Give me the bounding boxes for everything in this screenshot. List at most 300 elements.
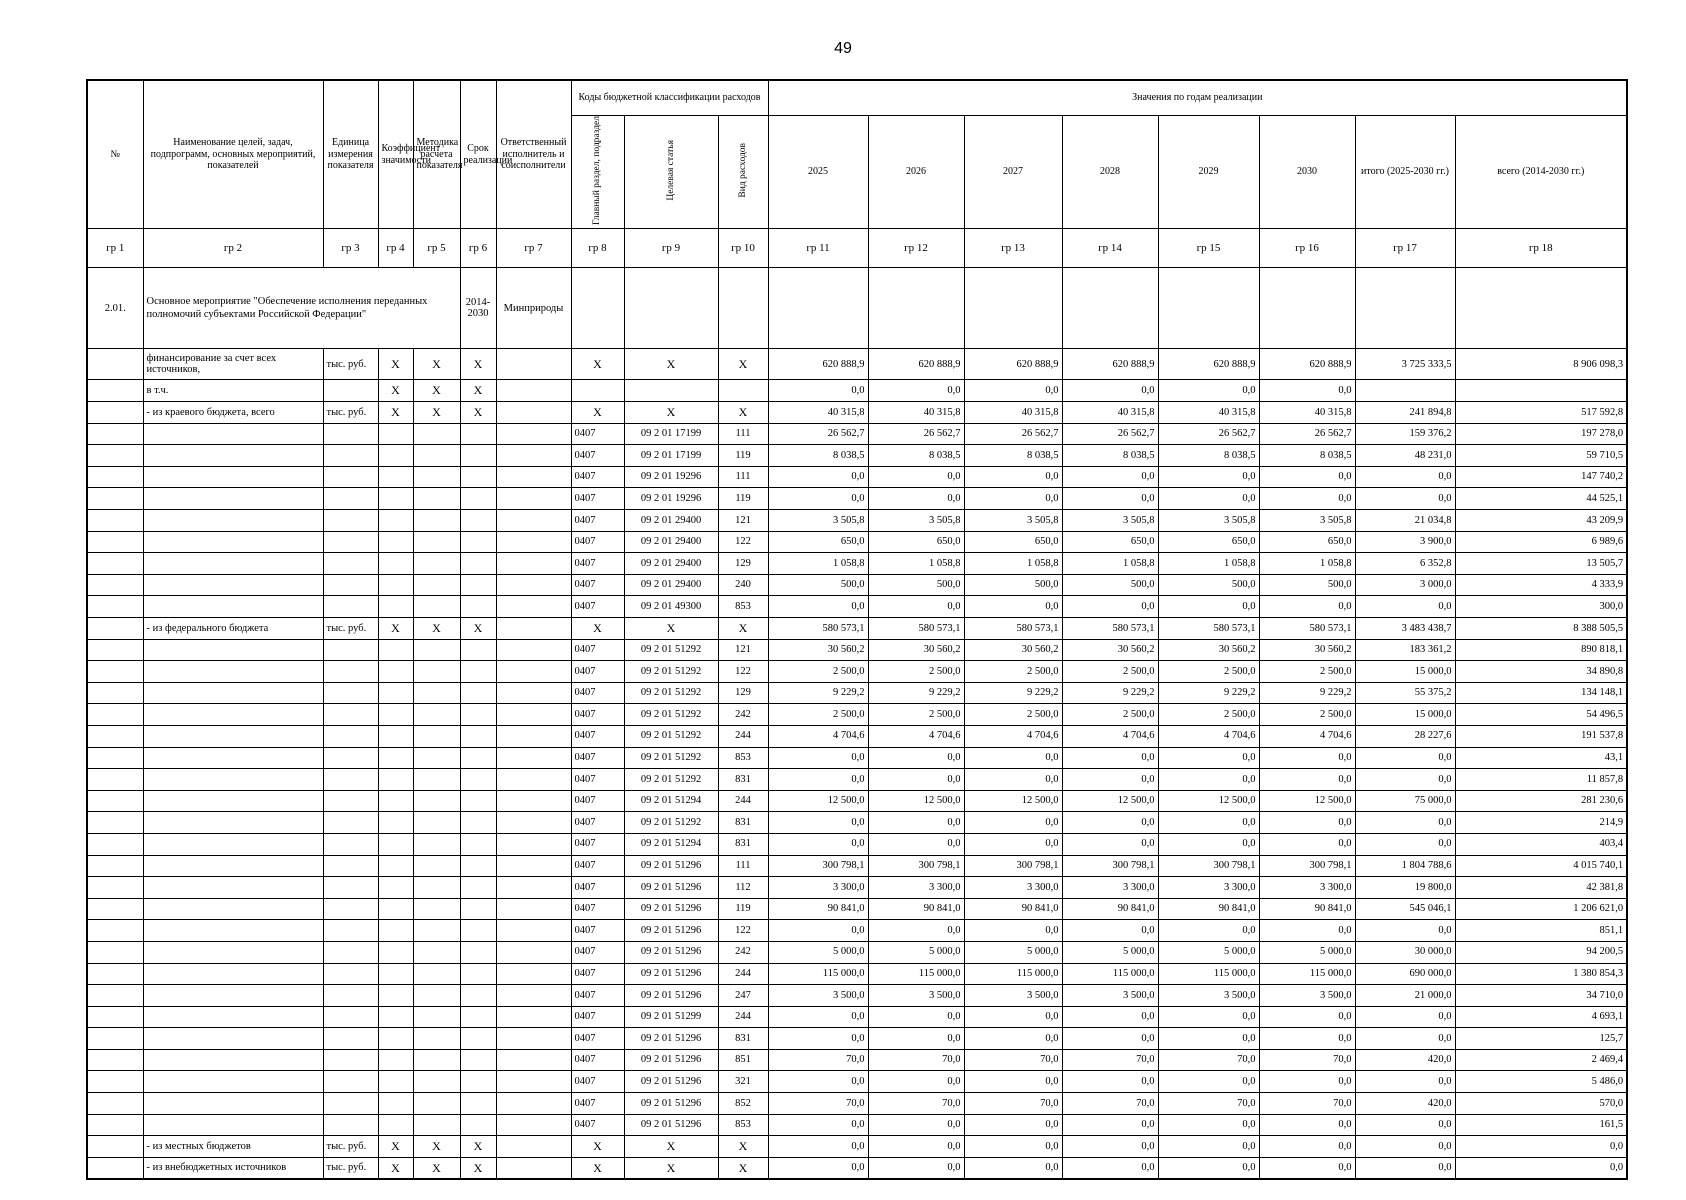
row-value-year: 0,0 [1062, 1114, 1158, 1136]
row-value-year: 0,0 [1259, 769, 1355, 791]
row-value-year: 115 000,0 [964, 963, 1062, 985]
row-value-year: 4 704,6 [1259, 725, 1355, 747]
header-num: № [87, 80, 143, 229]
row-total-period [1355, 380, 1455, 402]
row-total-all: 42 381,8 [1455, 877, 1627, 899]
row-method [413, 941, 460, 963]
row-coefficient [378, 790, 413, 812]
row-term [460, 423, 496, 445]
row-value-year: 9 229,2 [868, 682, 964, 704]
row-vid-code: 121 [718, 510, 768, 532]
row-unit [323, 725, 378, 747]
row-value-year: 2 500,0 [768, 704, 868, 726]
row-coefficient [378, 941, 413, 963]
row-unit [323, 1049, 378, 1071]
row-name [143, 920, 323, 942]
row-total-all: 2 469,4 [1455, 1049, 1627, 1071]
column-number: гр 9 [624, 229, 718, 268]
row-total-all: 13 505,7 [1455, 553, 1627, 575]
row-responsible [496, 1071, 571, 1093]
column-number: гр 14 [1062, 229, 1158, 268]
table-row [87, 855, 1627, 877]
row-num-cell [87, 639, 143, 661]
row-value-year: 580 573,1 [1062, 618, 1158, 640]
table-row [87, 877, 1627, 899]
row-value-year: 0,0 [868, 812, 964, 834]
row-unit [323, 639, 378, 661]
row-value-year: 620 888,9 [1158, 349, 1259, 380]
row-responsible [496, 704, 571, 726]
row-name [143, 790, 323, 812]
row-total-all: 300,0 [1455, 596, 1627, 618]
row-total-all: 1 380 854,3 [1455, 963, 1627, 985]
row-razdel-code: 0407 [571, 1071, 624, 1093]
row-total-all: 0,0 [1455, 1157, 1627, 1179]
header-year: 2028 [1062, 116, 1158, 229]
table-row [87, 423, 1627, 445]
row-value-year: 70,0 [1062, 1093, 1158, 1115]
row-total-all: 43,1 [1455, 747, 1627, 769]
header-year: 2029 [1158, 116, 1259, 229]
row-value-year: 2 500,0 [1259, 661, 1355, 683]
row-value-year: 0,0 [768, 1136, 868, 1158]
row-term [460, 747, 496, 769]
row-vid-code: 129 [718, 553, 768, 575]
row-term [460, 1114, 496, 1136]
row-value-year: 70,0 [768, 1049, 868, 1071]
row-razdel-code: 0407 [571, 661, 624, 683]
header-total-period: итого (2025-2030 гг.) [1355, 116, 1455, 229]
row-statya-code: 09 2 01 17199 [624, 423, 718, 445]
row-method [413, 488, 460, 510]
row-num-cell [87, 963, 143, 985]
row-vid-code: X [718, 1136, 768, 1158]
row-num-cell [87, 423, 143, 445]
row-num-cell [87, 1071, 143, 1093]
row-razdel-code: X [571, 349, 624, 380]
row-value-year: 0,0 [964, 1071, 1062, 1093]
row-value-year: 650,0 [868, 531, 964, 553]
row-statya-code: 09 2 01 51294 [624, 790, 718, 812]
row-value-year: 0,0 [768, 1071, 868, 1093]
table-row [87, 1049, 1627, 1071]
row-statya-code: 09 2 01 51296 [624, 855, 718, 877]
row-responsible [496, 380, 571, 402]
row-value-year: 2 500,0 [868, 661, 964, 683]
row-value-year: 1 058,8 [1259, 553, 1355, 575]
row-num-cell [87, 790, 143, 812]
row-total-period: 241 894,8 [1355, 402, 1455, 424]
row-responsible [496, 877, 571, 899]
row-responsible [496, 812, 571, 834]
row-term [460, 510, 496, 532]
main-activity-name: Основное мероприятие "Обеспечение исполнения переданных полномочий субъектами Российской Федерации" [143, 268, 460, 349]
table-row [87, 941, 1627, 963]
row-value-year: 1 058,8 [1158, 553, 1259, 575]
row-value-year: 40 315,8 [768, 402, 868, 424]
row-unit [323, 574, 378, 596]
row-total-all: 147 740,2 [1455, 466, 1627, 488]
row-value-year: 40 315,8 [1062, 402, 1158, 424]
row-vid-code: 122 [718, 531, 768, 553]
row-value-year: 5 000,0 [868, 941, 964, 963]
row-term [460, 488, 496, 510]
row-unit [323, 661, 378, 683]
row-statya-code: X [624, 618, 718, 640]
table-row [87, 349, 1627, 380]
row-statya-code: 09 2 01 29400 [624, 574, 718, 596]
row-value-year: 0,0 [768, 466, 868, 488]
row-value-year: 0,0 [1259, 1136, 1355, 1158]
row-name [143, 877, 323, 899]
row-value-year: 0,0 [768, 596, 868, 618]
row-statya-code: 09 2 01 51296 [624, 1114, 718, 1136]
row-total-period: 0,0 [1355, 1136, 1455, 1158]
table-row [87, 466, 1627, 488]
row-total-all: 34 890,8 [1455, 661, 1627, 683]
row-name [143, 553, 323, 575]
row-value-year: 500,0 [1158, 574, 1259, 596]
row-unit [323, 466, 378, 488]
row-coefficient [378, 898, 413, 920]
row-value-year: 0,0 [768, 380, 868, 402]
row-method [413, 574, 460, 596]
row-value-year: 1 058,8 [1062, 553, 1158, 575]
column-number: гр 10 [718, 229, 768, 268]
row-value-year: 70,0 [1259, 1049, 1355, 1071]
row-razdel-code: 0407 [571, 877, 624, 899]
row-razdel-code: X [571, 1136, 624, 1158]
empty-cell [571, 268, 624, 349]
row-responsible [496, 510, 571, 532]
row-value-year: 0,0 [1158, 1136, 1259, 1158]
row-vid-code: X [718, 1157, 768, 1179]
row-value-year: 5 000,0 [964, 941, 1062, 963]
row-responsible [496, 790, 571, 812]
row-term: X [460, 618, 496, 640]
row-method [413, 855, 460, 877]
row-razdel-code: 0407 [571, 855, 624, 877]
row-responsible [496, 1114, 571, 1136]
row-value-year: 30 560,2 [868, 639, 964, 661]
row-method: X [413, 1157, 460, 1179]
row-value-year: 650,0 [1259, 531, 1355, 553]
row-value-year: 0,0 [1062, 1136, 1158, 1158]
row-term [460, 1093, 496, 1115]
row-coefficient: X [378, 618, 413, 640]
row-value-year: 2 500,0 [1158, 704, 1259, 726]
row-term: X [460, 1157, 496, 1179]
row-value-year: 26 562,7 [868, 423, 964, 445]
row-num-cell [87, 985, 143, 1007]
row-statya-code: X [624, 1136, 718, 1158]
row-vid-code: 242 [718, 941, 768, 963]
row-value-year: 0,0 [1062, 488, 1158, 510]
row-method [413, 920, 460, 942]
row-value-year: 3 300,0 [768, 877, 868, 899]
row-total-period: 0,0 [1355, 1028, 1455, 1050]
row-unit [323, 747, 378, 769]
row-statya-code: 09 2 01 51292 [624, 747, 718, 769]
row-term [460, 682, 496, 704]
row-razdel-code: 0407 [571, 833, 624, 855]
row-razdel-code: 0407 [571, 920, 624, 942]
row-statya-code: X [624, 349, 718, 380]
row-total-period: 3 000,0 [1355, 574, 1455, 596]
row-value-year: 0,0 [1062, 920, 1158, 942]
row-unit: тыс. руб. [323, 402, 378, 424]
row-value-year: 0,0 [1158, 466, 1259, 488]
row-value-year: 300 798,1 [1259, 855, 1355, 877]
row-value-year: 90 841,0 [768, 898, 868, 920]
row-vid-code: X [718, 402, 768, 424]
row-razdel-code: X [571, 618, 624, 640]
row-total-period: 183 361,2 [1355, 639, 1455, 661]
row-unit [323, 769, 378, 791]
row-coefficient: X [378, 402, 413, 424]
row-value-year: 0,0 [1062, 812, 1158, 834]
row-method [413, 963, 460, 985]
row-value-year: 2 500,0 [1062, 661, 1158, 683]
row-razdel-code: 0407 [571, 790, 624, 812]
row-value-year: 0,0 [964, 1136, 1062, 1158]
row-responsible [496, 553, 571, 575]
row-value-year: 9 229,2 [1158, 682, 1259, 704]
row-value-year: 9 229,2 [768, 682, 868, 704]
row-razdel-code: X [571, 1157, 624, 1179]
column-number: гр 18 [1455, 229, 1627, 268]
row-vid-code: 851 [718, 1049, 768, 1071]
row-value-year: 12 500,0 [1259, 790, 1355, 812]
row-responsible [496, 1049, 571, 1071]
row-responsible [496, 725, 571, 747]
header-total-all: всего (2014-2030 гг.) [1455, 116, 1627, 229]
row-statya-code: 09 2 01 51296 [624, 1028, 718, 1050]
row-term [460, 790, 496, 812]
row-total-period: 0,0 [1355, 596, 1455, 618]
row-value-year: 8 038,5 [1062, 445, 1158, 467]
row-vid-code: X [718, 349, 768, 380]
row-value-year: 2 500,0 [1062, 704, 1158, 726]
table-row [87, 639, 1627, 661]
row-vid-code: 831 [718, 769, 768, 791]
header-term: Срок реализации [460, 80, 496, 229]
row-responsible [496, 833, 571, 855]
row-value-year: 620 888,9 [1062, 349, 1158, 380]
row-razdel-code: 0407 [571, 574, 624, 596]
row-vid-code: 129 [718, 682, 768, 704]
row-value-year: 500,0 [1062, 574, 1158, 596]
row-responsible [496, 855, 571, 877]
row-coefficient [378, 1071, 413, 1093]
row-term [460, 1071, 496, 1093]
row-num-cell [87, 725, 143, 747]
row-responsible [496, 349, 571, 380]
row-value-year: 90 841,0 [1259, 898, 1355, 920]
row-method [413, 1093, 460, 1115]
row-value-year: 0,0 [1158, 747, 1259, 769]
row-num-cell [87, 833, 143, 855]
row-vid-code: 242 [718, 704, 768, 726]
row-total-all: 8 906 098,3 [1455, 349, 1627, 380]
row-value-year: 0,0 [1158, 1157, 1259, 1179]
row-value-year: 70,0 [1062, 1049, 1158, 1071]
row-num-cell [87, 704, 143, 726]
row-num-cell [87, 466, 143, 488]
row-term: X [460, 402, 496, 424]
row-term [460, 596, 496, 618]
row-value-year: 300 798,1 [868, 855, 964, 877]
row-unit [323, 941, 378, 963]
row-razdel-code [571, 380, 624, 402]
row-statya-code: 09 2 01 51292 [624, 704, 718, 726]
row-unit [323, 877, 378, 899]
header-year: 2026 [868, 116, 964, 229]
row-value-year: 5 000,0 [1062, 941, 1158, 963]
row-statya-code: 09 2 01 19296 [624, 466, 718, 488]
row-total-period: 55 375,2 [1355, 682, 1455, 704]
row-value-year: 500,0 [1259, 574, 1355, 596]
row-total-all [1455, 380, 1627, 402]
row-method [413, 423, 460, 445]
row-coefficient [378, 574, 413, 596]
row-num-cell [87, 1028, 143, 1050]
table-row [87, 1157, 1627, 1179]
row-total-all: 8 388 505,5 [1455, 618, 1627, 640]
row-total-all: 94 200,5 [1455, 941, 1627, 963]
row-value-year: 4 704,6 [768, 725, 868, 747]
row-value-year: 9 229,2 [964, 682, 1062, 704]
row-coefficient [378, 833, 413, 855]
row-total-all: 4 333,9 [1455, 574, 1627, 596]
row-num-cell [87, 618, 143, 640]
table-row [87, 402, 1627, 424]
row-value-year: 580 573,1 [1158, 618, 1259, 640]
row-method [413, 725, 460, 747]
row-value-year: 2 500,0 [1259, 704, 1355, 726]
row-value-year: 0,0 [1158, 1114, 1259, 1136]
row-razdel-code: 0407 [571, 941, 624, 963]
column-number: гр 6 [460, 229, 496, 268]
row-value-year: 0,0 [1259, 920, 1355, 942]
row-name [143, 941, 323, 963]
row-term [460, 725, 496, 747]
row-value-year: 70,0 [1158, 1049, 1259, 1071]
row-total-period: 1 804 788,6 [1355, 855, 1455, 877]
column-number: гр 4 [378, 229, 413, 268]
row-value-year: 3 500,0 [1259, 985, 1355, 1007]
row-coefficient [378, 747, 413, 769]
row-vid-code: 244 [718, 790, 768, 812]
row-statya-code: 09 2 01 51292 [624, 639, 718, 661]
row-total-period: 159 376,2 [1355, 423, 1455, 445]
row-name [143, 769, 323, 791]
row-total-all: 134 148,1 [1455, 682, 1627, 704]
row-coefficient [378, 725, 413, 747]
row-coefficient [378, 812, 413, 834]
row-value-year: 2 500,0 [768, 661, 868, 683]
row-coefficient [378, 1093, 413, 1115]
row-coefficient [378, 682, 413, 704]
row-total-all: 4 015 740,1 [1455, 855, 1627, 877]
row-value-year: 90 841,0 [1062, 898, 1158, 920]
row-vid-code: 831 [718, 1028, 768, 1050]
budget-table [86, 79, 1628, 1180]
row-value-year: 40 315,8 [868, 402, 964, 424]
empty-cell [624, 268, 718, 349]
row-razdel-code: 0407 [571, 1006, 624, 1028]
row-name: - из федерального бюджета [143, 618, 323, 640]
row-method [413, 466, 460, 488]
row-total-all: 517 592,8 [1455, 402, 1627, 424]
table-row [87, 574, 1627, 596]
row-value-year: 3 505,8 [964, 510, 1062, 532]
row-value-year: 30 560,2 [768, 639, 868, 661]
row-value-year: 3 500,0 [768, 985, 868, 1007]
row-value-year: 0,0 [1259, 812, 1355, 834]
row-num-cell [87, 769, 143, 791]
table-header [87, 80, 1627, 268]
row-total-period: 15 000,0 [1355, 704, 1455, 726]
row-value-year: 115 000,0 [768, 963, 868, 985]
row-method [413, 661, 460, 683]
row-value-year: 0,0 [964, 833, 1062, 855]
row-total-period: 420,0 [1355, 1093, 1455, 1115]
row-value-year: 0,0 [868, 1136, 964, 1158]
row-razdel-code: 0407 [571, 898, 624, 920]
row-razdel-code: 0407 [571, 985, 624, 1007]
row-name [143, 423, 323, 445]
row-name [143, 574, 323, 596]
main-activity-row [87, 268, 1627, 349]
row-num-cell [87, 574, 143, 596]
row-term [460, 769, 496, 791]
row-value-year: 12 500,0 [768, 790, 868, 812]
row-total-period: 28 227,6 [1355, 725, 1455, 747]
row-value-year: 70,0 [1158, 1093, 1259, 1115]
row-method [413, 445, 460, 467]
row-value-year: 0,0 [868, 596, 964, 618]
row-total-period: 0,0 [1355, 747, 1455, 769]
row-num-cell [87, 445, 143, 467]
row-statya-code: 09 2 01 51296 [624, 898, 718, 920]
row-responsible [496, 531, 571, 553]
row-total-period: 19 800,0 [1355, 877, 1455, 899]
row-responsible [496, 445, 571, 467]
row-total-period: 0,0 [1355, 466, 1455, 488]
row-value-year: 500,0 [964, 574, 1062, 596]
row-value-year: 0,0 [868, 920, 964, 942]
row-statya-code: 09 2 01 51296 [624, 877, 718, 899]
row-total-all: 161,5 [1455, 1114, 1627, 1136]
row-value-year: 26 562,7 [1062, 423, 1158, 445]
column-number: гр 15 [1158, 229, 1259, 268]
row-value-year: 2 500,0 [964, 661, 1062, 683]
header-vid [718, 116, 768, 229]
row-value-year: 12 500,0 [1062, 790, 1158, 812]
row-value-year: 3 505,8 [1158, 510, 1259, 532]
row-coefficient [378, 423, 413, 445]
row-value-year: 3 505,8 [1062, 510, 1158, 532]
row-razdel-code: 0407 [571, 510, 624, 532]
row-statya-code: 09 2 01 51292 [624, 812, 718, 834]
column-number: гр 5 [413, 229, 460, 268]
row-value-year: 5 000,0 [1259, 941, 1355, 963]
row-coefficient: X [378, 1136, 413, 1158]
table-row [87, 747, 1627, 769]
row-total-period: 420,0 [1355, 1049, 1455, 1071]
row-value-year: 2 500,0 [964, 704, 1062, 726]
